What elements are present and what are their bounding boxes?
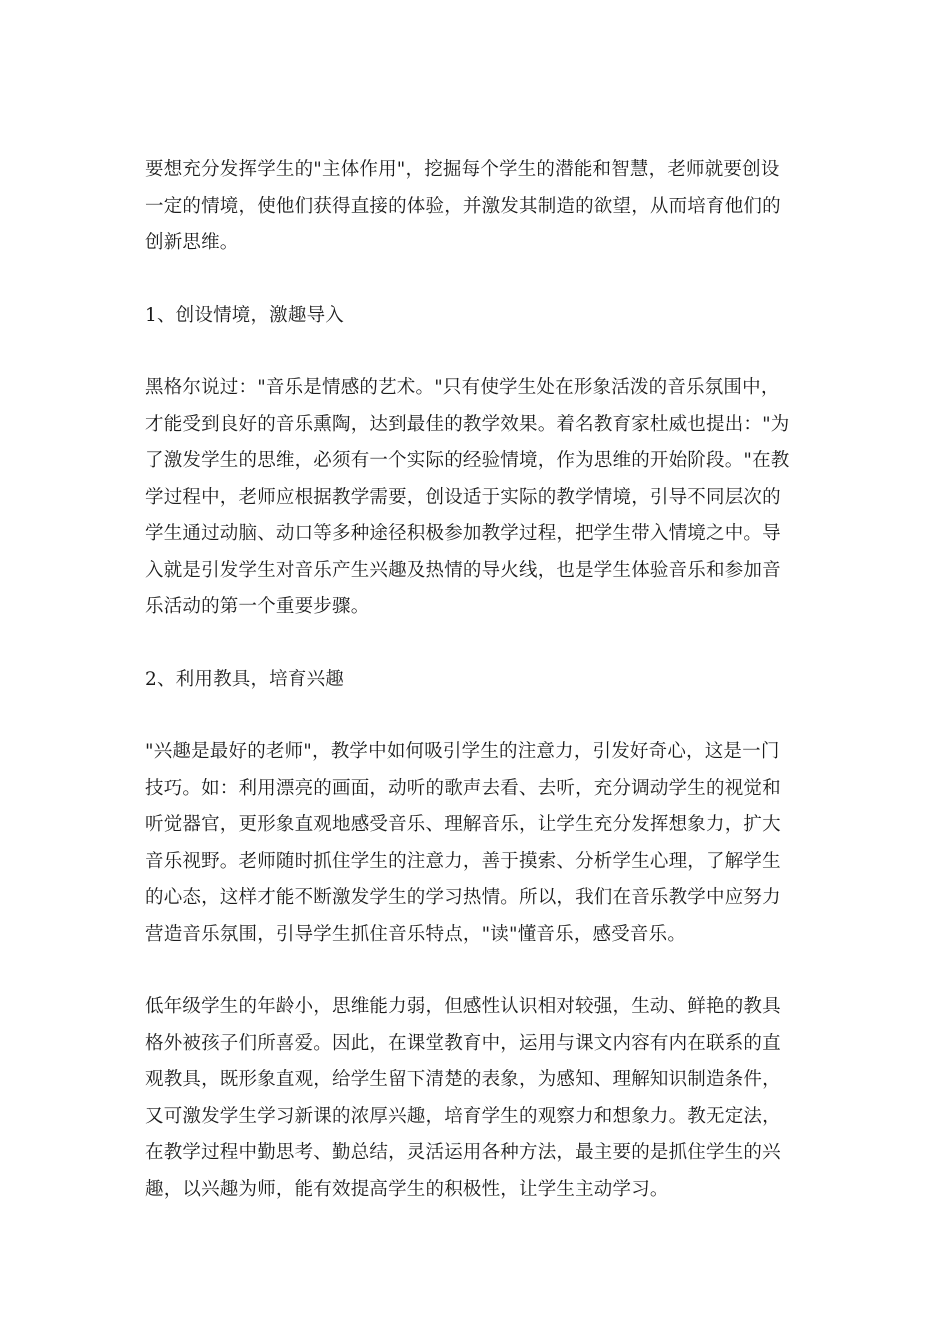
text-line: 才能受到良好的音乐熏陶，达到最佳的教学效果。着名教育家杜威也提出："为 xyxy=(145,413,790,435)
text-line: 又可激发学生学习新课的浓厚兴趣，培育学生的观察力和想象力。教无定法， xyxy=(145,1105,781,1127)
paragraph-intro xyxy=(145,152,810,262)
paragraph-closing xyxy=(145,989,810,1208)
section-heading-1 xyxy=(145,298,810,335)
text-line: 音乐视野。老师随时抓住学生的注意力，善于摸索、分析学生心理，了解学生 xyxy=(145,850,781,872)
section-heading-2 xyxy=(145,662,810,699)
text-line: "兴趣是最好的老师"，教学中如何吸引学生的注意力，引发好奇心，这是一门 xyxy=(145,741,780,762)
heading-text: 1、创设情境，激趣导入 xyxy=(145,304,344,326)
text-line: 技巧。如：利用漂亮的画面，动听的歌声去看、去听，充分调动学生的视觉和 xyxy=(145,777,781,799)
text-line: 乐活动的第一个重要步骤。 xyxy=(145,596,370,617)
text-line: 了激发学生的思维，必须有一个实际的经验情境，作为思维的开始阶段。"在教 xyxy=(145,450,790,471)
text-line: 营造音乐氛围，引导学生抓住音乐特点，"读"懂音乐，感受音乐。 xyxy=(145,923,687,945)
text-line: 一定的情境，使他们获得直接的体验，并激发其制造的欲望，从而培育他们的 xyxy=(145,195,781,217)
text-line: 入就是引发学生对音乐产生兴趣及热情的导火线，也是学生体验音乐和参加音 xyxy=(145,559,781,581)
text-line: 听觉器官，更形象直观地感受音乐、理解音乐，让学生充分发挥想象力，扩大 xyxy=(145,814,781,835)
text-line: 趣，以兴趣为师，能有效提高学生的积极性，让学生主动学习。 xyxy=(145,1178,669,1200)
text-line: 创新思维。 xyxy=(145,232,239,253)
paragraph-section-1 xyxy=(145,370,810,626)
text-line: 观教具，既形象直观，给学生留下清楚的表象，为感知、理解知识制造条件， xyxy=(145,1069,781,1090)
text-line: 黑格尔说过："音乐是情感的艺术。"只有使学生处在形象活泼的音乐氛围中， xyxy=(145,377,780,398)
paragraph-section-2 xyxy=(145,734,810,953)
text-line: 要想充分发挥学生的"主体作用"，挖掘每个学生的潜能和智慧，老师就要创设 xyxy=(145,159,780,180)
text-line: 格外被孩子们所喜爱。因此，在课堂教育中，运用与课文内容有内在联系的直 xyxy=(145,1032,781,1054)
text-line: 学过程中，老师应根据教学需要，创设适于实际的教学情境，引导不同层次的 xyxy=(145,486,781,508)
text-line: 的心态，这样才能不断激发学生的学习热情。所以，我们在音乐教学中应努力 xyxy=(145,887,781,908)
text-line: 在教学过程中勤思考、勤总结，灵活运用各种方法，最主要的是抓住学生的兴 xyxy=(145,1142,781,1163)
heading-text: 2、利用教具，培育兴趣 xyxy=(145,668,344,690)
document-body xyxy=(145,152,810,1244)
text-line: 低年级学生的年龄小，思维能力弱，但感性认识相对较强，生动、鲜艳的教具 xyxy=(145,996,781,1017)
text-line: 学生通过动脑、动口等多种途径积极参加教学过程，把学生带入情境之中。导 xyxy=(145,523,781,544)
